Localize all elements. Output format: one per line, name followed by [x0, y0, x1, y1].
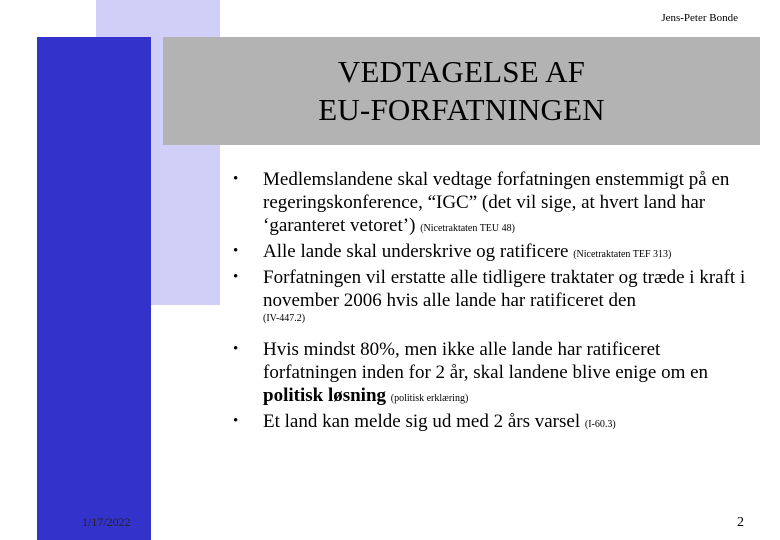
slide-title-box — [163, 37, 760, 145]
bullet-dot-icon: • — [233, 243, 239, 259]
bullet-item — [233, 240, 753, 266]
author-name: Jens-Peter Bonde — [661, 12, 738, 24]
bullet-text: Forfatningen vil erstatte alle tidligere traktater og træde i kraft i november 2006 hvis alle lande har ratificeret den — [263, 267, 746, 311]
bullet-text: Hvis mindst 80%, men ikke alle lande har ratificeret forfatningen inden for 2 år, skal landene blive enige om en — [263, 339, 709, 383]
bullet-reference: (Nicetraktaten TEF 313) — [573, 249, 672, 260]
bullet-item — [233, 338, 753, 410]
slide-date: 1/17/2022 — [82, 515, 131, 529]
bullet-text: Medlemslandene skal vedtage forfatningen enstemmigt på en regeringskonference, “IGC” (det vil sige, at hvert land har ‘garanteret vetoret’) — [263, 169, 730, 236]
slide-title-line-2: EU-FORFATNINGEN — [318, 92, 605, 127]
bullet-reference: (IV-447.2) — [263, 313, 306, 324]
page-number: 2 — [737, 515, 744, 530]
bullet-dot-icon: • — [233, 269, 239, 285]
bullet-list — [233, 168, 753, 436]
bullet-dot-icon: • — [233, 171, 239, 187]
bullet-text: Alle lande skal underskrive og ratificere — [263, 241, 569, 262]
slide-title — [318, 53, 605, 129]
decorative-blue-bar — [37, 37, 151, 540]
bullet-dot-icon: • — [233, 413, 239, 429]
bullet-reference: (I-60.3) — [584, 419, 616, 430]
bullet-item — [233, 266, 753, 326]
bullet-reference: (Nicetraktaten TEU 48) — [420, 223, 515, 234]
bullet-text: Et land kan melde sig ud med 2 års varsel — [263, 411, 581, 432]
slide-title-line-1: VEDTAGELSE AF — [337, 54, 586, 89]
bullet-dot-icon: • — [233, 341, 239, 357]
bullet-item — [233, 410, 753, 436]
bullet-reference: (politisk erklæring) — [390, 393, 469, 404]
bullet-item — [233, 168, 753, 240]
bullet-bold-text: politisk løsning — [263, 385, 387, 406]
